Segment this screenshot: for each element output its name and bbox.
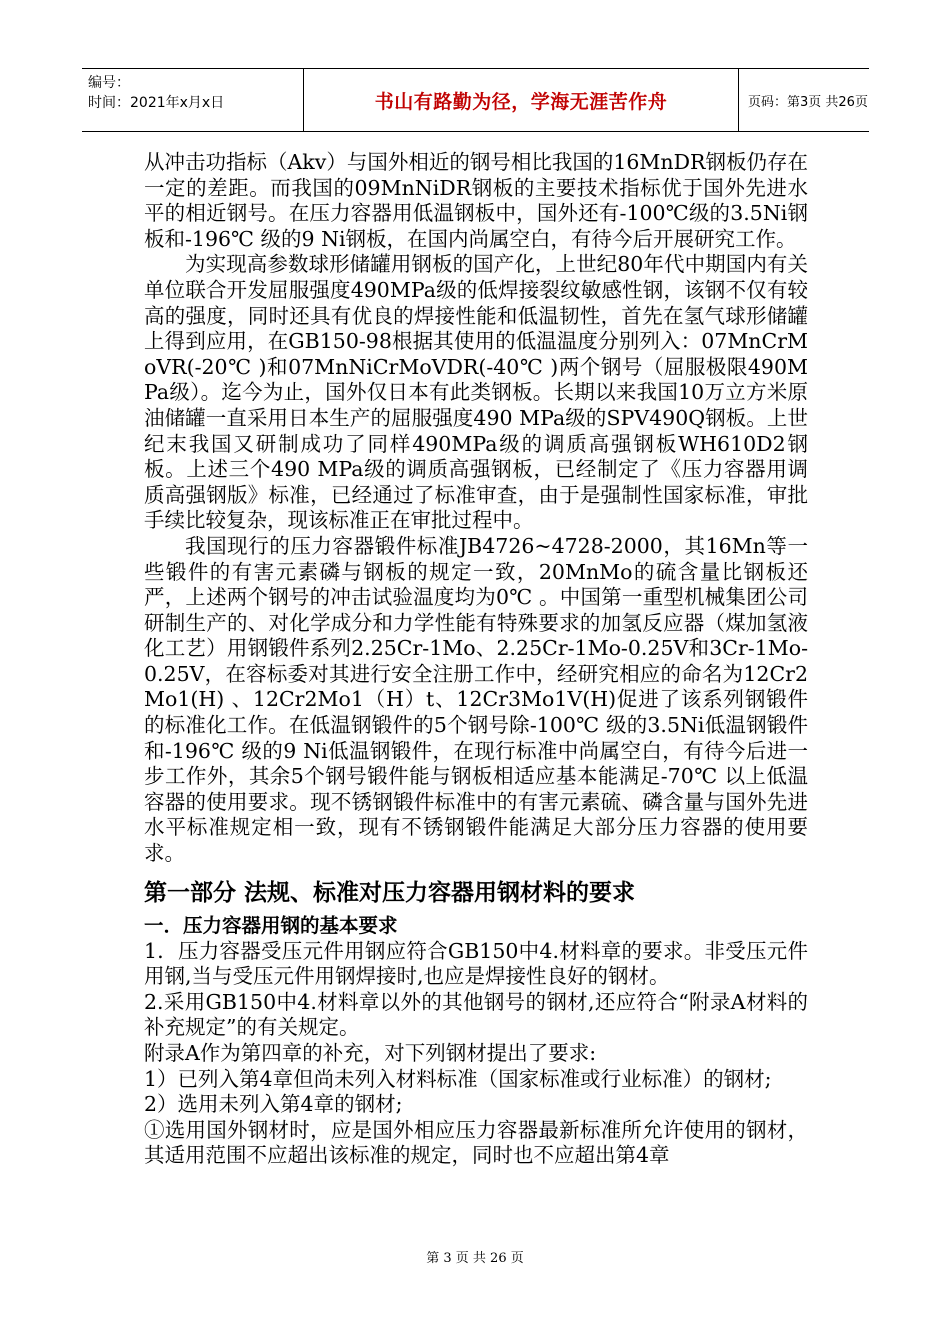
document-number-label: 编号：	[88, 75, 130, 91]
list-item: 1．压力容器受压元件用钢应符合GB150中4.材料章的要求。非受压元件用钢,当与受压元件用钢焊接时,也应是焊接性良好的钢材。	[144, 938, 808, 989]
header-motto: 书山有路勤为径，学海无涯苦作舟	[303, 69, 739, 131]
subsection-heading: 一．压力容器用钢的基本要求	[144, 913, 398, 937]
paragraph-continued: 从冲击功指标（Akv）与国外相近的钢号相比我国的16MnDR钢板仍存在一定的差距。而我国的09MnNiDR钢板的主要技术指标优于国外先进水平的相近钢号。在压力容器用低温钢板中，国外还有-100℃级的3.5Ni钢板和-196℃ 级的9 Ni钢板，在国内尚属空白，有待今后开展研究工作。	[144, 150, 808, 251]
list-item: 附录A作为第四章的补充，对下列钢材提出了要求:	[144, 1041, 597, 1065]
document-date-label: 时间：2021年x月x日	[88, 95, 225, 111]
page-footer: 第 3 页 共 26 页	[426, 1251, 524, 1266]
page-header	[82, 68, 869, 132]
header-page-number: 页码：第3页 共26页	[748, 94, 868, 110]
list-item: 2.采用GB150中4.材料章以外的其他钢号的钢材,还应符合“附录A材料的补充规定”的有关规定。	[144, 989, 808, 1040]
paragraph-forging-standard: 我国现行的压力容器锻件标准JB4726~4728-2000，其16Mn等一些锻件的有害元素磷与钢板的规定一致，20MnMo的硫含量比钢板还严，上述两个钢号的冲击试验温度均为0℃ 。中国第一重型机械集团公司研制生产的、对化学成分和力学性能有特殊要求的加氢反应器（煤加氢液化工艺）用钢锻件系列2.25Cr-1Mo、2.25Cr-1Mo-0.25V和3Cr-1Mo-0.25V，在容标委对其进行安全注册工作中，经研究相应的命名为12Cr2Mo1(H) 、12Cr2Mo1（H）t、12Cr3Mo1V(H)促进了该系列钢锻件的标准化工作。在低温钢锻件的5个钢号除-100℃ 级的3.5Ni低温钢锻件和-196℃ 级的9 Ni低温钢锻件，在现行标准中尚属空白，有待今后进一步工作外，其余5个钢号锻件能与钢板相适应基本能满足-70℃ 以上低温容器的使用要求。现不锈钢锻件标准中的有害元素硫、磷含量与国外先进水平标准规定相一致，现有不锈钢锻件能满足大部分压力容器的使用要求。	[144, 533, 808, 866]
list-item: 1）已列入第4章但尚未列入材料标准（国家标准或行业标准）的钢材;	[144, 1066, 772, 1091]
header-meta	[88, 73, 224, 113]
list-item: ①选用国外钢材时，应是国外相应压力容器最新标准所允许使用的钢材，其适用范围不应超出该标准的规定，同时也不应超出第4章	[144, 1117, 808, 1168]
document-body	[144, 150, 808, 1169]
list-item: 2）选用未列入第4章的钢材;	[144, 1092, 403, 1117]
paragraph-spherical-tank-steel: 为实现高参数球形储罐用钢板的国产化，上世纪80年代中期国内有关单位联合开发屈服强度490MPa级的低焊接裂纹敏感性钢，该钢不仅有较高的强度，同时还具有优良的焊接性能和低温韧性，首先在氢气球形储罐上得到应用，在GB150-98根据其使用的低温温度分别列入：07MnCrMoVR(-20℃ )和07MnNiCrMoVDR(-40℃ )两个钢号（屈服极限490MPa级）。迄今为止，国外仅日本有此类钢板。长期以来我国10万立方米原油储罐一直采用日本生产的屈服强度490 MPa级的SPV490Q钢板。上世纪末我国又研制成功了同样490MPa级的调质高强钢板WH610D2钢板。上述三个490 MPa级的调质高强钢板，已经制定了《压力容器用调质高强钢版》标准，已经通过了标准审查，由于是强制性国家标准，审批手续比较复杂，现该标准正在审批过程中。	[144, 252, 808, 533]
section-heading: 第一部分 法规、标准对压力容器用钢材料的要求	[144, 879, 636, 906]
